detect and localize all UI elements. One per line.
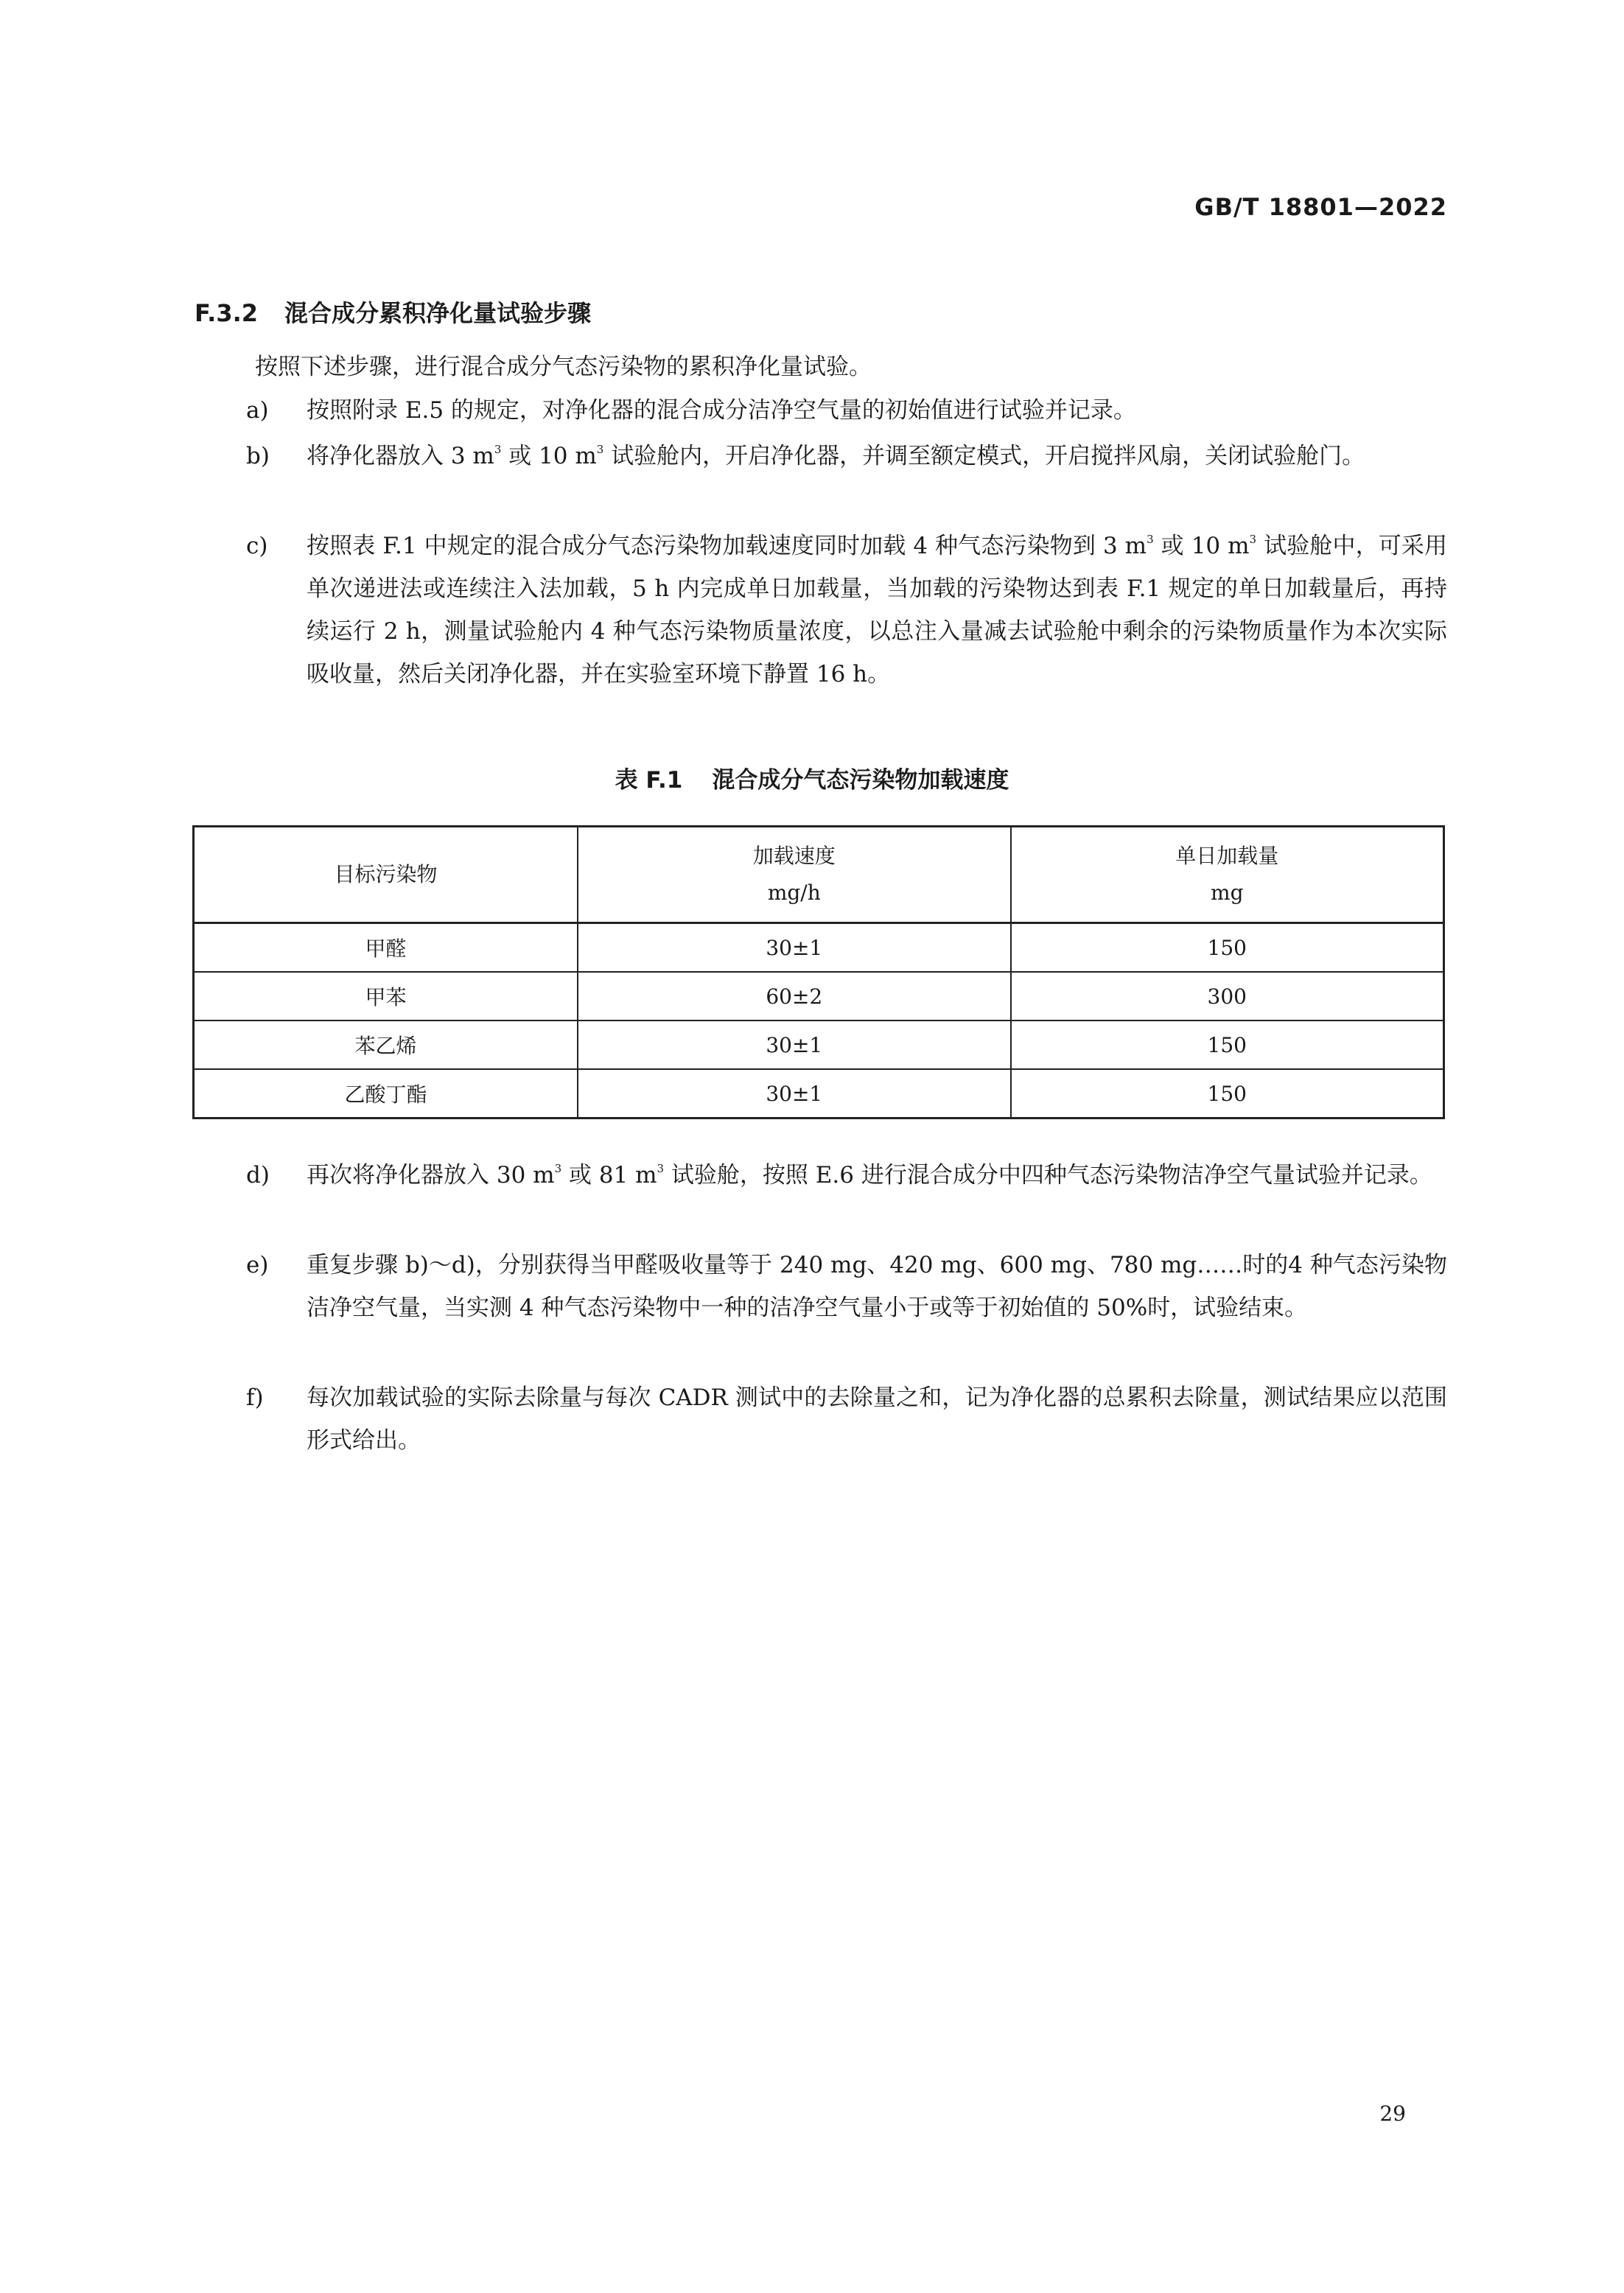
table-cell: 乙酸丁酯 <box>194 1069 578 1119</box>
table-cell: 60±2 <box>578 972 1010 1021</box>
step-text <box>307 525 1447 696</box>
table-header-cell <box>194 827 578 923</box>
step-text <box>307 1376 1447 1462</box>
table-row <box>194 923 1444 973</box>
step-item <box>246 389 1447 432</box>
table-cell: 150 <box>1011 923 1444 973</box>
step-text <box>307 1244 1447 1329</box>
superscript: 3 <box>1249 533 1257 546</box>
step-label: c) <box>246 533 268 559</box>
step-text <box>307 1154 1447 1197</box>
header-unit: mg <box>1211 881 1244 905</box>
header-name: 单日加载量 <box>1175 844 1279 868</box>
table-header-row <box>194 827 1444 923</box>
superscript: 3 <box>554 1162 562 1175</box>
table-header-cell <box>578 827 1010 923</box>
loading-rate-table <box>192 825 1445 1119</box>
table-cell: 30±1 <box>578 1021 1010 1069</box>
step-text-part: 重复步骤 b)～d)，分别获得当甲醛吸收量等于 240 mg、420 mg、600 mg、780 mg……时的4 种气态污染物洁净空气量，当实测 4 种气态污染物中一种的洁净空气量小于或等于初始值的 50%时，试验结束。 <box>307 1252 1447 1321</box>
superscript: 3 <box>1147 533 1154 546</box>
superscript: 3 <box>494 443 502 456</box>
step-text-part: 按照附录 E.5 的规定，对净化器的混合成分洁净空气量的初始值进行试验并记录。 <box>307 397 1136 424</box>
section-number: F.3.2 <box>195 299 258 327</box>
section-title: 混合成分累积净化量试验步骤 <box>284 299 592 327</box>
table-row <box>194 972 1444 1021</box>
step-text <box>307 435 1447 477</box>
step-text-part: 每次加载试验的实际去除量与每次 CADR 测试中的去除量之和，记为净化器的总累积去除量，测试结果应以范围形式给出。 <box>307 1384 1447 1454</box>
step-item <box>246 1376 1447 1462</box>
step-text-part: 将净化器放入 3 m <box>307 443 494 469</box>
table-cell: 甲苯 <box>194 972 578 1021</box>
table-cell: 150 <box>1011 1069 1444 1119</box>
step-item <box>246 1154 1447 1197</box>
table-header-cell <box>1011 827 1444 923</box>
table-title: 混合成分气态污染物加载速度 <box>712 767 1009 794</box>
intro-paragraph: 按照下述步骤，进行混合成分气态污染物的累积净化量试验。 <box>255 354 872 380</box>
header-name: 目标污染物 <box>334 862 438 886</box>
standard-code: GB/T 18801—2022 <box>1194 193 1447 221</box>
step-item <box>246 1244 1447 1329</box>
table-cell: 30±1 <box>578 923 1010 973</box>
step-label: b) <box>246 443 270 469</box>
step-label: e) <box>246 1252 269 1278</box>
table-number: 表 F.1 <box>615 767 683 794</box>
table-row <box>194 1021 1444 1069</box>
step-text-part: 试验舱，按照 E.6 进行混合成分中四种气态污染物洁净空气量试验并记录。 <box>664 1162 1432 1188</box>
step-text <box>307 389 1447 432</box>
section-heading <box>195 295 591 329</box>
table-cell: 300 <box>1011 972 1444 1021</box>
step-text-part: 再次将净化器放入 30 m <box>307 1162 555 1188</box>
header-name: 加载速度 <box>752 844 836 868</box>
superscript: 3 <box>596 443 604 456</box>
step-text-part: 或 10 m <box>1153 533 1250 559</box>
page-number: 29 <box>1379 2101 1406 2126</box>
step-text-part: 或 10 m <box>501 443 597 469</box>
step-item <box>246 435 1447 477</box>
step-text-part: 或 81 m <box>561 1162 657 1188</box>
table-caption <box>0 761 1624 794</box>
step-text-part: 试验舱中，可采用单次递进法或连续注入法加载，5 h 内完成单日加载量，当加载的污染物达到表 F.1 规定的单日加载量后，再持续运行 2 h，测量试验舱内 4 种气态污染物质量浓度，以总注入量减去试验舱中剩余的污染物质量作为本次实际吸收量，然后关闭净化器，并在实验室环境下静置 16 h。 <box>307 533 1447 687</box>
step-item <box>246 525 1447 696</box>
step-text-part: 按照表 F.1 中规定的混合成分气态污染物加载速度同时加载 4 种气态污染物到 3 m <box>307 533 1147 559</box>
table-cell: 苯乙烯 <box>194 1021 578 1069</box>
superscript: 3 <box>657 1162 665 1175</box>
table-cell: 150 <box>1011 1021 1444 1069</box>
table-cell: 30±1 <box>578 1069 1010 1119</box>
step-label: d) <box>246 1162 270 1188</box>
step-text-part: 试验舱内，开启净化器，并调至额定模式，开启搅拌风扇，关闭试验舱门。 <box>603 443 1365 469</box>
step-label: f) <box>246 1384 264 1411</box>
step-label: a) <box>246 397 269 424</box>
table-row <box>194 1069 1444 1119</box>
header-unit: mg/h <box>767 881 821 905</box>
table-cell: 甲醛 <box>194 923 578 973</box>
